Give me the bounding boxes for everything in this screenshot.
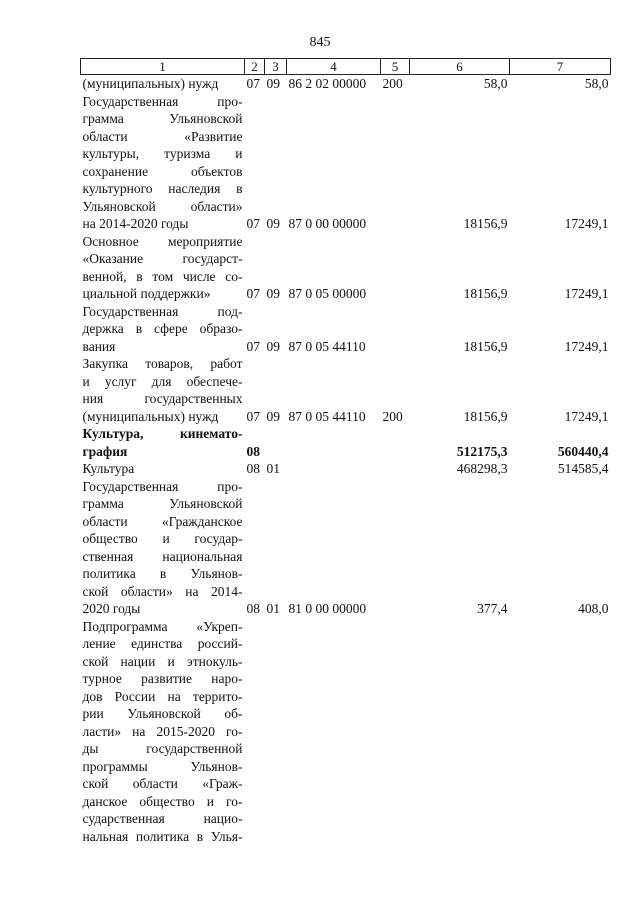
row-name	[81, 233, 245, 303]
amount-col6: 18156,9	[463, 338, 508, 354]
expense-type-code	[381, 460, 410, 478]
table-header-row	[81, 59, 611, 75]
expense-type-code	[381, 93, 410, 233]
amount-col6: 58,0	[483, 76, 508, 91]
row-name	[81, 355, 245, 425]
amount-col7: 17249,1	[564, 216, 609, 231]
name-line: (муниципальных) нужд	[82, 76, 219, 91]
section-code: 08	[246, 601, 260, 616]
table-row	[81, 93, 611, 233]
amount-col7: 408,0	[578, 601, 609, 616]
target-article-code: 87 0 05 44110	[288, 408, 366, 424]
expense-type-code	[381, 478, 410, 618]
section-code	[245, 618, 265, 846]
target-article-code: 87 0 05 00000	[288, 286, 367, 301]
section-code: 07	[246, 408, 260, 424]
name-line: Государственная про-	[82, 478, 243, 494]
name-line: рии Ульяновской об-	[82, 706, 243, 721]
name-line: ской области» на 2014-	[82, 583, 243, 599]
amount-col7: 17249,1	[564, 338, 609, 354]
name-line: ды государственной	[82, 741, 243, 756]
column-header: 1	[81, 59, 245, 75]
name-line: (муниципальных) нужд	[82, 408, 219, 424]
subsection-code: 09	[266, 338, 280, 354]
subsection-code: 09	[266, 286, 280, 301]
name-line: ление единства россий-	[82, 636, 243, 651]
row-name	[81, 75, 245, 93]
target-article-code	[287, 618, 381, 846]
name-line: дов России на террито-	[82, 688, 243, 704]
column-header: 4	[287, 59, 381, 75]
amount-col6: 468298,3	[456, 461, 508, 476]
name-line: грамма Ульяновской	[82, 496, 243, 511]
row-name	[81, 425, 245, 460]
amount-col7: 560440,4	[557, 443, 609, 459]
table-body	[81, 75, 611, 846]
name-line: ния государственных	[82, 391, 243, 406]
section-code: 07	[246, 338, 260, 354]
amount-col6	[410, 618, 510, 846]
column-header: 5	[381, 59, 410, 75]
name-line: сохранение объектов	[82, 163, 243, 179]
table-row	[81, 303, 611, 356]
subsection-code: 09	[266, 76, 280, 91]
page-number: 845	[309, 35, 331, 50]
section-code: 08	[246, 461, 260, 476]
name-line: Культура, кинемато-	[82, 426, 243, 441]
name-line: области «Развитие	[82, 128, 243, 144]
amount-col6: 377,4	[477, 601, 508, 616]
name-line: «Оказание государст-	[82, 251, 243, 266]
name-line: Основное мероприятие	[82, 233, 243, 249]
section-code: 07	[246, 76, 260, 91]
name-line: области «Гражданское	[82, 513, 243, 529]
name-line: сударственная нацио-	[82, 811, 243, 826]
amount-col6: 18156,9	[463, 216, 508, 231]
name-line: держка в сфере образо-	[82, 321, 243, 336]
amount-col6: 512175,3	[456, 443, 508, 459]
name-line: на 2014-2020 годы	[82, 216, 189, 231]
name-line: ской области «Граж-	[82, 776, 243, 791]
amount-col7: 17249,1	[564, 286, 609, 301]
section-code: 07	[246, 286, 260, 301]
name-line: Государственная под-	[82, 303, 243, 319]
amount-col7: 17249,1	[564, 408, 609, 424]
row-name	[81, 460, 245, 478]
name-line: ской нации и этнокуль-	[82, 653, 243, 669]
name-line: турное развитие наро-	[82, 671, 243, 686]
amount-col6: 18156,9	[463, 286, 508, 301]
name-line: вания	[82, 338, 116, 354]
name-line: графия	[82, 443, 128, 459]
expense-type-code: 200	[382, 408, 403, 424]
name-line: и услуг для обеспече-	[82, 373, 243, 389]
row-name	[81, 93, 245, 233]
section-code: 08	[246, 443, 260, 459]
table-row	[81, 233, 611, 303]
amount-col7: 58,0	[584, 76, 609, 91]
target-article-code: 87 0 05 44110	[288, 338, 366, 354]
expense-type-code: 200	[382, 76, 403, 91]
section-code: 07	[246, 216, 260, 231]
name-line: ласти» на 2015-2020 го-	[82, 723, 243, 739]
name-line: Подпрограмма «Укреп-	[82, 618, 243, 634]
name-line: Культура	[82, 461, 135, 476]
target-article-code: 86 2 02 00000	[288, 76, 367, 91]
expense-type-code	[381, 425, 410, 460]
table-row	[81, 618, 611, 846]
amount-col7	[510, 618, 611, 846]
subsection-code	[265, 618, 287, 846]
amount-col7: 514585,4	[557, 461, 609, 476]
name-line: культуры, туризма и	[82, 146, 243, 161]
name-line: Ульяновской области»	[82, 198, 243, 214]
amount-col6: 18156,9	[463, 408, 508, 424]
row-name	[81, 478, 245, 618]
subsection-code: 09	[266, 216, 280, 231]
table-row	[81, 75, 611, 93]
target-article-code: 87 0 00 00000	[288, 216, 367, 231]
budget-table	[80, 58, 611, 845]
subsection-code: 01	[266, 601, 280, 616]
subsection-code: 01	[266, 461, 280, 476]
table-row	[81, 425, 611, 460]
name-line: программы Ульянов-	[82, 758, 243, 774]
target-article-code	[287, 460, 381, 478]
name-line: культурного наследия в	[82, 181, 243, 196]
expense-type-code	[381, 233, 410, 303]
name-line: Закупка товаров, работ	[82, 356, 243, 371]
name-line: 2020 годы	[82, 601, 141, 616]
table-row	[81, 355, 611, 425]
column-header: 2	[245, 59, 265, 75]
row-name	[81, 303, 245, 356]
subsection-code	[265, 425, 287, 460]
table-row	[81, 460, 611, 478]
expense-type-code	[381, 618, 410, 846]
target-article-code: 81 0 00 00000	[288, 601, 367, 616]
name-line: ственная национальная	[82, 548, 243, 564]
name-line: нальная политика в Улья-	[82, 828, 243, 844]
name-line: циальной поддержки»	[82, 286, 211, 301]
name-line: общество и государ-	[82, 531, 243, 546]
name-line: грамма Ульяновской	[82, 111, 243, 126]
name-line: венной, в том числе со-	[82, 268, 243, 284]
column-header: 3	[265, 59, 287, 75]
table-row	[81, 478, 611, 618]
name-line: данское общество и го-	[82, 793, 243, 809]
expense-type-code	[381, 303, 410, 356]
target-article-code	[287, 425, 381, 460]
name-line: Государственная про-	[82, 93, 243, 109]
name-line: политика в Ульянов-	[82, 566, 243, 581]
row-name	[81, 618, 245, 846]
subsection-code: 09	[266, 408, 280, 424]
column-header: 7	[510, 59, 611, 75]
column-header: 6	[410, 59, 510, 75]
